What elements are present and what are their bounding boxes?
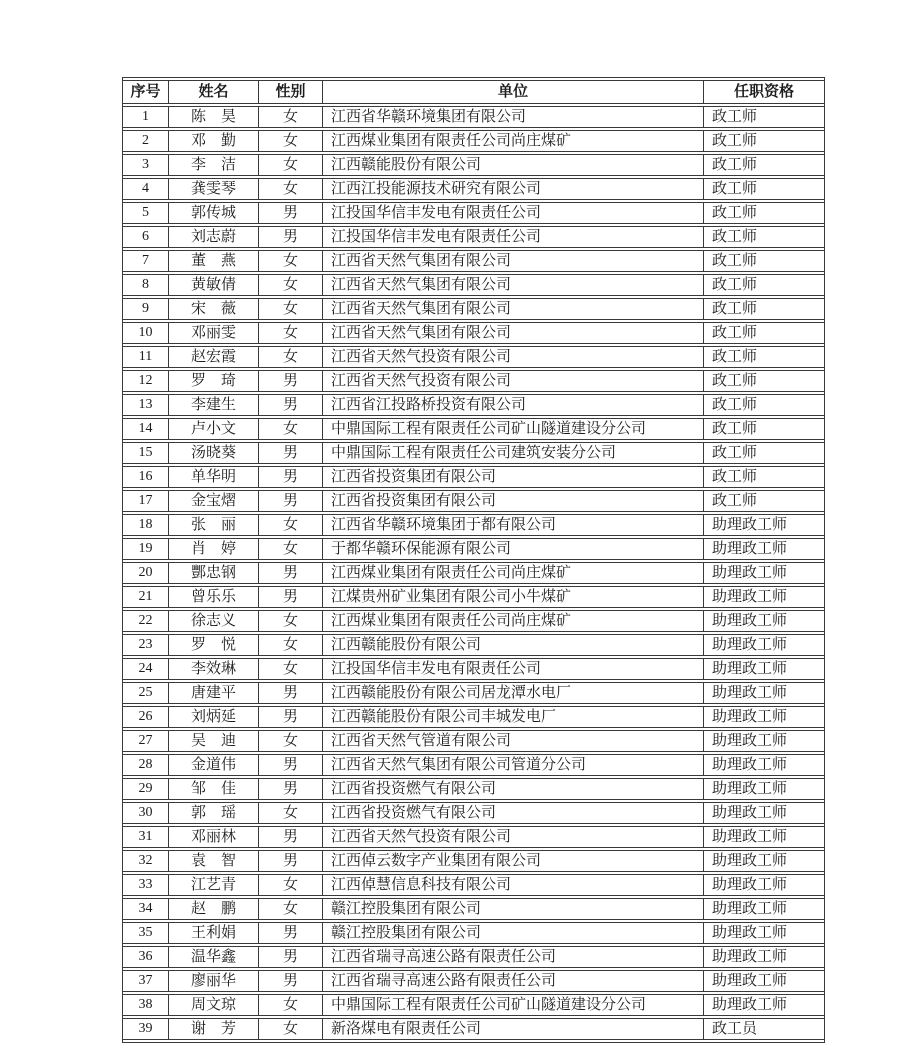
cell-gender: 男 — [259, 778, 323, 800]
cell-gender: 女 — [259, 178, 323, 200]
cell-name: 郭传城 — [169, 202, 259, 224]
cell-unit: 江西煤业集团有限责任公司尚庄煤矿 — [323, 562, 704, 584]
cell-qualification: 助理政工师 — [704, 898, 824, 920]
cell-qualification: 政工师 — [704, 298, 824, 320]
cell-unit: 江西省投资集团有限公司 — [323, 466, 704, 488]
table-row — [123, 586, 824, 608]
cell-gender: 男 — [259, 826, 323, 848]
cell-unit: 江西省天然气集团有限公司管道分公司 — [323, 754, 704, 776]
cell-qualification: 助理政工师 — [704, 514, 824, 536]
table-row — [123, 898, 824, 920]
cell-unit: 江西省天然气投资有限公司 — [323, 370, 704, 392]
cell-unit: 江西倬慧信息科技有限公司 — [323, 874, 704, 896]
cell-qualification: 助理政工师 — [704, 730, 824, 752]
cell-unit: 江西赣能股份有限公司居龙潭水电厂 — [323, 682, 704, 704]
cell-unit: 中鼎国际工程有限责任公司矿山隧道建设分公司 — [323, 418, 704, 440]
cell-serial: 9 — [123, 298, 169, 320]
table-row — [123, 1018, 824, 1040]
cell-gender: 男 — [259, 946, 323, 968]
cell-name: 李效琳 — [169, 658, 259, 680]
cell-qualification: 助理政工师 — [704, 922, 824, 944]
cell-serial: 18 — [123, 514, 169, 536]
cell-unit: 江投国华信丰发电有限责任公司 — [323, 202, 704, 224]
cell-name: 刘炳延 — [169, 706, 259, 728]
table-row — [123, 154, 824, 176]
cell-serial: 21 — [123, 586, 169, 608]
table-row — [123, 202, 824, 224]
cell-gender: 女 — [259, 730, 323, 752]
cell-qualification: 政工师 — [704, 490, 824, 512]
cell-qualification: 政工师 — [704, 250, 824, 272]
cell-name: 刘志蔚 — [169, 226, 259, 248]
cell-qualification: 政工师 — [704, 322, 824, 344]
cell-gender: 男 — [259, 850, 323, 872]
table-row — [123, 346, 824, 368]
table-row — [123, 754, 824, 776]
cell-unit: 江西煤业集团有限责任公司尚庄煤矿 — [323, 610, 704, 632]
cell-qualification: 政工师 — [704, 346, 824, 368]
table-row — [123, 874, 824, 896]
cell-qualification: 政工师 — [704, 370, 824, 392]
cell-qualification: 政工师 — [704, 274, 824, 296]
cell-gender: 女 — [259, 250, 323, 272]
cell-unit: 江西赣能股份有限公司丰城发电厂 — [323, 706, 704, 728]
cell-name: 郭 瑶 — [169, 802, 259, 824]
cell-serial: 34 — [123, 898, 169, 920]
cell-unit: 江西省天然气集团有限公司 — [323, 298, 704, 320]
table-row — [123, 778, 824, 800]
cell-gender: 女 — [259, 538, 323, 560]
cell-unit: 江西省投资燃气有限公司 — [323, 778, 704, 800]
cell-gender: 男 — [259, 490, 323, 512]
cell-unit: 赣江控股集团有限公司 — [323, 898, 704, 920]
cell-unit: 江西省瑞寻高速公路有限责任公司 — [323, 970, 704, 992]
cell-gender: 男 — [259, 586, 323, 608]
cell-name: 董 燕 — [169, 250, 259, 272]
cell-gender: 男 — [259, 922, 323, 944]
cell-name: 黄敏倩 — [169, 274, 259, 296]
cell-serial: 33 — [123, 874, 169, 896]
cell-gender: 男 — [259, 706, 323, 728]
table-row — [123, 802, 824, 824]
cell-qualification: 政工师 — [704, 418, 824, 440]
cell-name: 金宝熠 — [169, 490, 259, 512]
cell-qualification: 助理政工师 — [704, 850, 824, 872]
cell-unit: 江西省投资燃气有限公司 — [323, 802, 704, 824]
table-row — [123, 298, 824, 320]
cell-qualification: 助理政工师 — [704, 538, 824, 560]
cell-name: 曾乐乐 — [169, 586, 259, 608]
cell-gender: 女 — [259, 130, 323, 152]
cell-qualification: 政工师 — [704, 106, 824, 128]
cell-qualification: 助理政工师 — [704, 946, 824, 968]
cell-qualification: 助理政工师 — [704, 874, 824, 896]
cell-qualification: 政工师 — [704, 202, 824, 224]
cell-unit: 江西省天然气集团有限公司 — [323, 250, 704, 272]
cell-gender: 女 — [259, 154, 323, 176]
cell-gender: 女 — [259, 658, 323, 680]
cell-unit: 江投国华信丰发电有限责任公司 — [323, 658, 704, 680]
table-row — [123, 850, 824, 872]
cell-name: 唐建平 — [169, 682, 259, 704]
table-row — [123, 994, 824, 1016]
cell-serial: 14 — [123, 418, 169, 440]
cell-name: 廖丽华 — [169, 970, 259, 992]
cell-name: 赵 鹏 — [169, 898, 259, 920]
table-row — [123, 274, 824, 296]
cell-qualification: 助理政工师 — [704, 706, 824, 728]
cell-serial: 26 — [123, 706, 169, 728]
table-row — [123, 226, 824, 248]
cell-gender: 男 — [259, 562, 323, 584]
cell-gender: 女 — [259, 322, 323, 344]
table-row — [123, 418, 824, 440]
cell-serial: 28 — [123, 754, 169, 776]
cell-serial: 4 — [123, 178, 169, 200]
cell-unit: 中鼎国际工程有限责任公司建筑安装分公司 — [323, 442, 704, 464]
cell-qualification: 助理政工师 — [704, 586, 824, 608]
cell-gender: 女 — [259, 1018, 323, 1040]
cell-serial: 31 — [123, 826, 169, 848]
cell-serial: 19 — [123, 538, 169, 560]
cell-qualification: 助理政工师 — [704, 970, 824, 992]
cell-unit: 江西江投能源技术研究有限公司 — [323, 178, 704, 200]
cell-qualification: 助理政工师 — [704, 658, 824, 680]
cell-qualification: 助理政工师 — [704, 754, 824, 776]
cell-gender: 男 — [259, 202, 323, 224]
cell-gender: 男 — [259, 754, 323, 776]
table-body — [123, 106, 824, 1040]
table-row — [123, 178, 824, 200]
cell-unit: 江西省华赣环境集团有限公司 — [323, 106, 704, 128]
cell-name: 邓 勤 — [169, 130, 259, 152]
cell-qualification: 助理政工师 — [704, 610, 824, 632]
cell-unit: 江西省天然气集团有限公司 — [323, 322, 704, 344]
column-header-gender: 性别 — [259, 80, 323, 104]
cell-serial: 2 — [123, 130, 169, 152]
cell-serial: 20 — [123, 562, 169, 584]
table-row — [123, 922, 824, 944]
cell-serial: 15 — [123, 442, 169, 464]
cell-name: 邓丽雯 — [169, 322, 259, 344]
cell-unit: 江西赣能股份有限公司 — [323, 634, 704, 656]
cell-serial: 37 — [123, 970, 169, 992]
table-row — [123, 490, 824, 512]
cell-gender: 男 — [259, 442, 323, 464]
cell-gender: 女 — [259, 994, 323, 1016]
cell-unit: 江投国华信丰发电有限责任公司 — [323, 226, 704, 248]
cell-serial: 7 — [123, 250, 169, 272]
table-row — [123, 682, 824, 704]
cell-serial: 38 — [123, 994, 169, 1016]
cell-name: 王利娟 — [169, 922, 259, 944]
cell-name: 赵宏霞 — [169, 346, 259, 368]
cell-name: 邓丽林 — [169, 826, 259, 848]
table-row — [123, 970, 824, 992]
column-header-qualification: 任职资格 — [704, 80, 824, 104]
cell-unit: 中鼎国际工程有限责任公司矿山隧道建设分公司 — [323, 994, 704, 1016]
table-row — [123, 394, 824, 416]
table-row — [123, 826, 824, 848]
cell-name: 罗 悦 — [169, 634, 259, 656]
cell-serial: 12 — [123, 370, 169, 392]
cell-serial: 29 — [123, 778, 169, 800]
cell-gender: 男 — [259, 970, 323, 992]
cell-qualification: 助理政工师 — [704, 826, 824, 848]
cell-gender: 女 — [259, 298, 323, 320]
cell-gender: 男 — [259, 394, 323, 416]
table-row — [123, 514, 824, 536]
cell-gender: 男 — [259, 466, 323, 488]
table-row — [123, 370, 824, 392]
cell-gender: 男 — [259, 370, 323, 392]
table-row — [123, 658, 824, 680]
cell-serial: 23 — [123, 634, 169, 656]
cell-qualification: 助理政工师 — [704, 778, 824, 800]
cell-qualification: 政工师 — [704, 178, 824, 200]
cell-gender: 女 — [259, 106, 323, 128]
cell-serial: 32 — [123, 850, 169, 872]
table-row — [123, 538, 824, 560]
cell-unit: 江西倬云数字产业集团有限公司 — [323, 850, 704, 872]
table-row — [123, 946, 824, 968]
cell-serial: 11 — [123, 346, 169, 368]
cell-qualification: 政工师 — [704, 442, 824, 464]
cell-unit: 赣江控股集团有限公司 — [323, 922, 704, 944]
cell-qualification: 政工师 — [704, 226, 824, 248]
cell-name: 徐志义 — [169, 610, 259, 632]
table-row — [123, 130, 824, 152]
cell-name: 江艺青 — [169, 874, 259, 896]
cell-name: 汤晓葵 — [169, 442, 259, 464]
cell-serial: 24 — [123, 658, 169, 680]
cell-qualification: 政工员 — [704, 1018, 824, 1040]
column-header-name: 姓名 — [169, 80, 259, 104]
table-row — [123, 250, 824, 272]
cell-qualification: 助理政工师 — [704, 802, 824, 824]
cell-serial: 8 — [123, 274, 169, 296]
cell-serial: 10 — [123, 322, 169, 344]
cell-serial: 35 — [123, 922, 169, 944]
column-header-serial: 序号 — [123, 80, 169, 104]
cell-serial: 13 — [123, 394, 169, 416]
cell-unit: 江西省天然气管道有限公司 — [323, 730, 704, 752]
cell-qualification: 政工师 — [704, 394, 824, 416]
cell-serial: 36 — [123, 946, 169, 968]
cell-name: 肖 婷 — [169, 538, 259, 560]
cell-qualification: 助理政工师 — [704, 682, 824, 704]
cell-name: 金道伟 — [169, 754, 259, 776]
qualification-table — [122, 77, 825, 1043]
table-row — [123, 730, 824, 752]
cell-name: 张 丽 — [169, 514, 259, 536]
table-row — [123, 442, 824, 464]
table-row — [123, 466, 824, 488]
cell-name: 李 洁 — [169, 154, 259, 176]
cell-serial: 22 — [123, 610, 169, 632]
cell-unit: 江西省天然气投资有限公司 — [323, 826, 704, 848]
table-row — [123, 610, 824, 632]
cell-serial: 27 — [123, 730, 169, 752]
table-row — [123, 706, 824, 728]
cell-name: 邹 佳 — [169, 778, 259, 800]
cell-unit: 江西省天然气集团有限公司 — [323, 274, 704, 296]
cell-unit: 江西省天然气投资有限公司 — [323, 346, 704, 368]
table-header — [123, 80, 824, 104]
cell-name: 袁 智 — [169, 850, 259, 872]
cell-serial: 1 — [123, 106, 169, 128]
cell-name: 宋 薇 — [169, 298, 259, 320]
cell-name: 谢 芳 — [169, 1018, 259, 1040]
cell-qualification: 政工师 — [704, 130, 824, 152]
column-header-unit: 单位 — [323, 80, 704, 104]
cell-gender: 女 — [259, 514, 323, 536]
cell-gender: 女 — [259, 874, 323, 896]
cell-unit: 江煤贵州矿业集团有限公司小牛煤矿 — [323, 586, 704, 608]
cell-serial: 16 — [123, 466, 169, 488]
cell-qualification: 助理政工师 — [704, 562, 824, 584]
cell-gender: 女 — [259, 898, 323, 920]
cell-name: 李建生 — [169, 394, 259, 416]
cell-serial: 5 — [123, 202, 169, 224]
cell-unit: 于都华赣环保能源有限公司 — [323, 538, 704, 560]
cell-gender: 男 — [259, 226, 323, 248]
cell-gender: 女 — [259, 274, 323, 296]
cell-name: 罗 琦 — [169, 370, 259, 392]
cell-gender: 女 — [259, 418, 323, 440]
cell-qualification: 政工师 — [704, 466, 824, 488]
cell-gender: 女 — [259, 634, 323, 656]
table-row — [123, 562, 824, 584]
table-row — [123, 322, 824, 344]
cell-serial: 39 — [123, 1018, 169, 1040]
cell-unit: 江西省华赣环境集团于都有限公司 — [323, 514, 704, 536]
cell-gender: 男 — [259, 682, 323, 704]
cell-unit: 新洛煤电有限责任公司 — [323, 1018, 704, 1040]
cell-gender: 女 — [259, 346, 323, 368]
table-row — [123, 106, 824, 128]
cell-serial: 6 — [123, 226, 169, 248]
cell-name: 卢小文 — [169, 418, 259, 440]
cell-name: 陈 昊 — [169, 106, 259, 128]
cell-qualification: 助理政工师 — [704, 994, 824, 1016]
cell-serial: 25 — [123, 682, 169, 704]
cell-name: 吴 迪 — [169, 730, 259, 752]
table-row — [123, 634, 824, 656]
cell-name: 温华鑫 — [169, 946, 259, 968]
cell-gender: 女 — [259, 610, 323, 632]
cell-serial: 3 — [123, 154, 169, 176]
cell-unit: 江西省江投路桥投资有限公司 — [323, 394, 704, 416]
cell-unit: 江西赣能股份有限公司 — [323, 154, 704, 176]
cell-serial: 30 — [123, 802, 169, 824]
cell-name: 单华明 — [169, 466, 259, 488]
cell-name: 龚雯琴 — [169, 178, 259, 200]
header-row — [123, 80, 824, 104]
cell-unit: 江西省瑞寻高速公路有限责任公司 — [323, 946, 704, 968]
cell-name: 周文琼 — [169, 994, 259, 1016]
cell-unit: 江西省投资集团有限公司 — [323, 490, 704, 512]
cell-unit: 江西煤业集团有限责任公司尚庄煤矿 — [323, 130, 704, 152]
cell-serial: 17 — [123, 490, 169, 512]
cell-qualification: 助理政工师 — [704, 634, 824, 656]
cell-gender: 女 — [259, 802, 323, 824]
cell-name: 酆忠钢 — [169, 562, 259, 584]
cell-qualification: 政工师 — [704, 154, 824, 176]
